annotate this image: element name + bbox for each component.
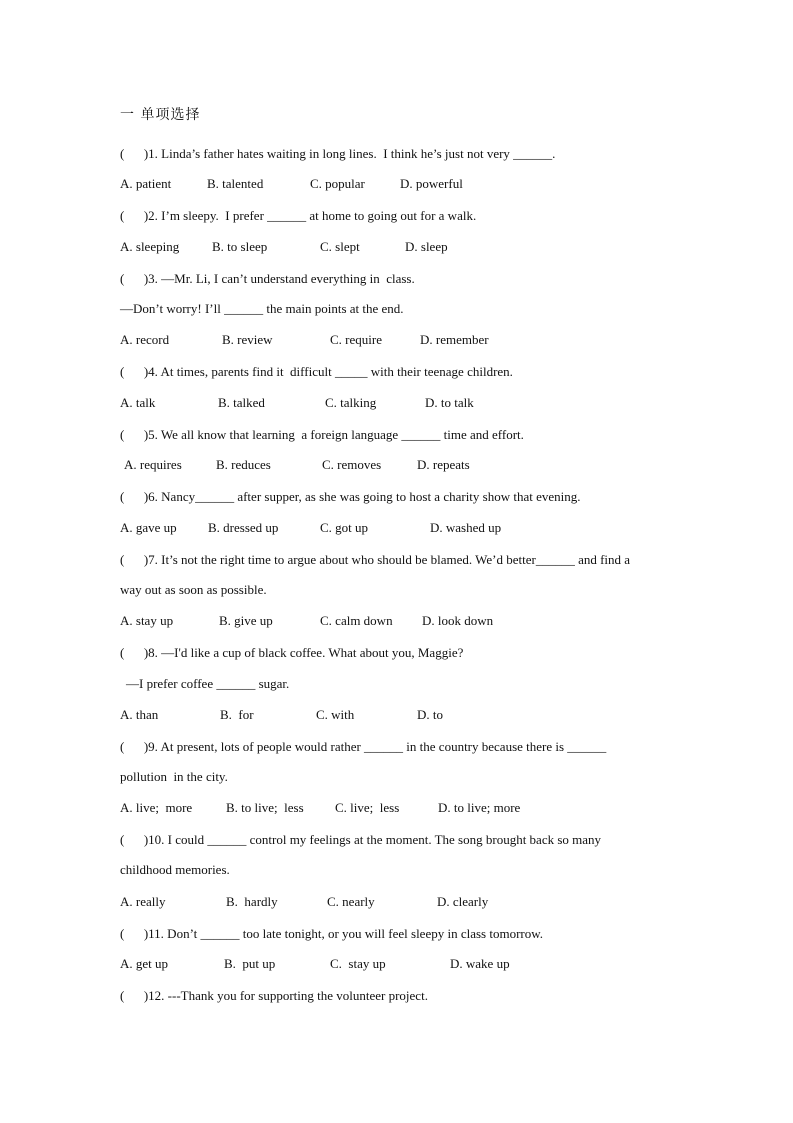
- question-10-line-1: ( )10. I could ______ control my feelings at the moment. The song brought back so many: [120, 832, 602, 847]
- question-7-option-d: D. look down: [422, 613, 494, 628]
- question-8-option-c: C. with: [316, 707, 355, 722]
- question-10-option-a: A. really: [120, 894, 166, 909]
- question-6-option-d: D. washed up: [430, 520, 502, 535]
- question-9-option-a: A. live; more: [120, 800, 193, 815]
- question-8-option-a: A. than: [120, 707, 159, 722]
- question-3-option-d: D. remember: [420, 332, 489, 347]
- question-1-option-a: A. patient: [120, 176, 172, 191]
- question-9-line-2: pollution in the city.: [120, 769, 228, 784]
- question-5-option-a: A. requires: [124, 457, 182, 472]
- question-3-line-1: ( )3. —Mr. Li, I can’t understand everything in class.: [120, 271, 415, 286]
- question-10-option-d: D. clearly: [437, 894, 489, 909]
- section-title: 一 单项选择: [120, 107, 201, 123]
- question-3-line-2: —Don’t worry! I’ll ______ the main points at the end.: [120, 301, 404, 316]
- question-11-option-c: C. stay up: [330, 956, 386, 971]
- question-10-option-c: C. nearly: [327, 894, 375, 909]
- question-11-option-d: D. wake up: [450, 956, 510, 971]
- question-4-option-b: B. talked: [218, 395, 265, 410]
- question-2-line-1: ( )2. I’m sleepy. I prefer ______ at home to going out for a walk.: [120, 208, 477, 223]
- question-4-option-d: D. to talk: [425, 395, 474, 410]
- question-6-option-b: B. dressed up: [208, 520, 279, 535]
- question-7-option-b: B. give up: [219, 613, 273, 628]
- question-4-option-c: C. talking: [325, 395, 377, 410]
- question-11-option-b: B. put up: [224, 956, 276, 971]
- question-2-option-d: D. sleep: [405, 239, 448, 254]
- question-7-line-1: ( )7. It’s not the right time to argue about who should be blamed. We’d better______ and find a: [120, 552, 631, 567]
- question-8-option-b: B. for: [220, 707, 254, 722]
- question-3-option-a: A. record: [120, 332, 170, 347]
- question-7-line-2: way out as soon as possible.: [120, 582, 267, 597]
- question-10-line-2: childhood memories.: [120, 862, 230, 877]
- question-3-option-c: C. require: [330, 332, 382, 347]
- question-5-option-b: B. reduces: [216, 457, 271, 472]
- question-10-option-b: B. hardly: [226, 894, 278, 909]
- question-6-option-c: C. got up: [320, 520, 369, 535]
- question-6-line-1: ( )6. Nancy______ after supper, as she was going to host a charity show that evening.: [120, 489, 581, 504]
- question-1-option-c: C. popular: [310, 176, 365, 191]
- question-2-option-b: B. to sleep: [212, 239, 268, 254]
- question-1-option-d: D. powerful: [400, 176, 463, 191]
- question-7-option-c: C. calm down: [320, 613, 393, 628]
- question-9-option-d: D. to live; more: [438, 800, 521, 815]
- question-3-option-b: B. review: [222, 332, 273, 347]
- question-2-option-c: C. slept: [320, 239, 360, 254]
- question-7-option-a: A. stay up: [120, 613, 174, 628]
- question-9-option-c: C. live; less: [335, 800, 400, 815]
- question-9-line-1: ( )9. At present, lots of people would rather ______ in the country because there is ______: [120, 739, 607, 754]
- question-4-line-1: ( )4. At times, parents find it difficult _____ with their teenage children.: [120, 364, 513, 379]
- question-5-option-d: D. repeats: [417, 457, 470, 472]
- question-5-line-1: ( )5. We all know that learning a foreign language ______ time and effort.: [120, 427, 524, 442]
- question-9-option-b: B. to live; less: [226, 800, 304, 815]
- question-2-option-a: A. sleeping: [120, 239, 180, 254]
- question-6-option-a: A. gave up: [120, 520, 177, 535]
- question-8-option-d: D. to: [417, 707, 443, 722]
- question-5-option-c: C. removes: [322, 457, 382, 472]
- question-11-option-a: A. get up: [120, 956, 169, 971]
- question-4-option-a: A. talk: [120, 395, 156, 410]
- question-8-line-2: —I prefer coffee ______ sugar.: [126, 676, 290, 691]
- question-1-option-b: B. talented: [207, 176, 264, 191]
- question-11-line-1: ( )11. Don’t ______ too late tonight, or you will feel sleepy in class tomorrow.: [120, 926, 544, 941]
- question-1-line-1: ( )1. Linda’s father hates waiting in long lines. I think he’s just not very ______.: [120, 146, 556, 161]
- question-8-line-1: ( )8. —I'd like a cup of black coffee. What about you, Maggie?: [120, 645, 464, 660]
- question-12-line-1: ( )12. ---Thank you for supporting the volunteer project.: [120, 988, 428, 1003]
